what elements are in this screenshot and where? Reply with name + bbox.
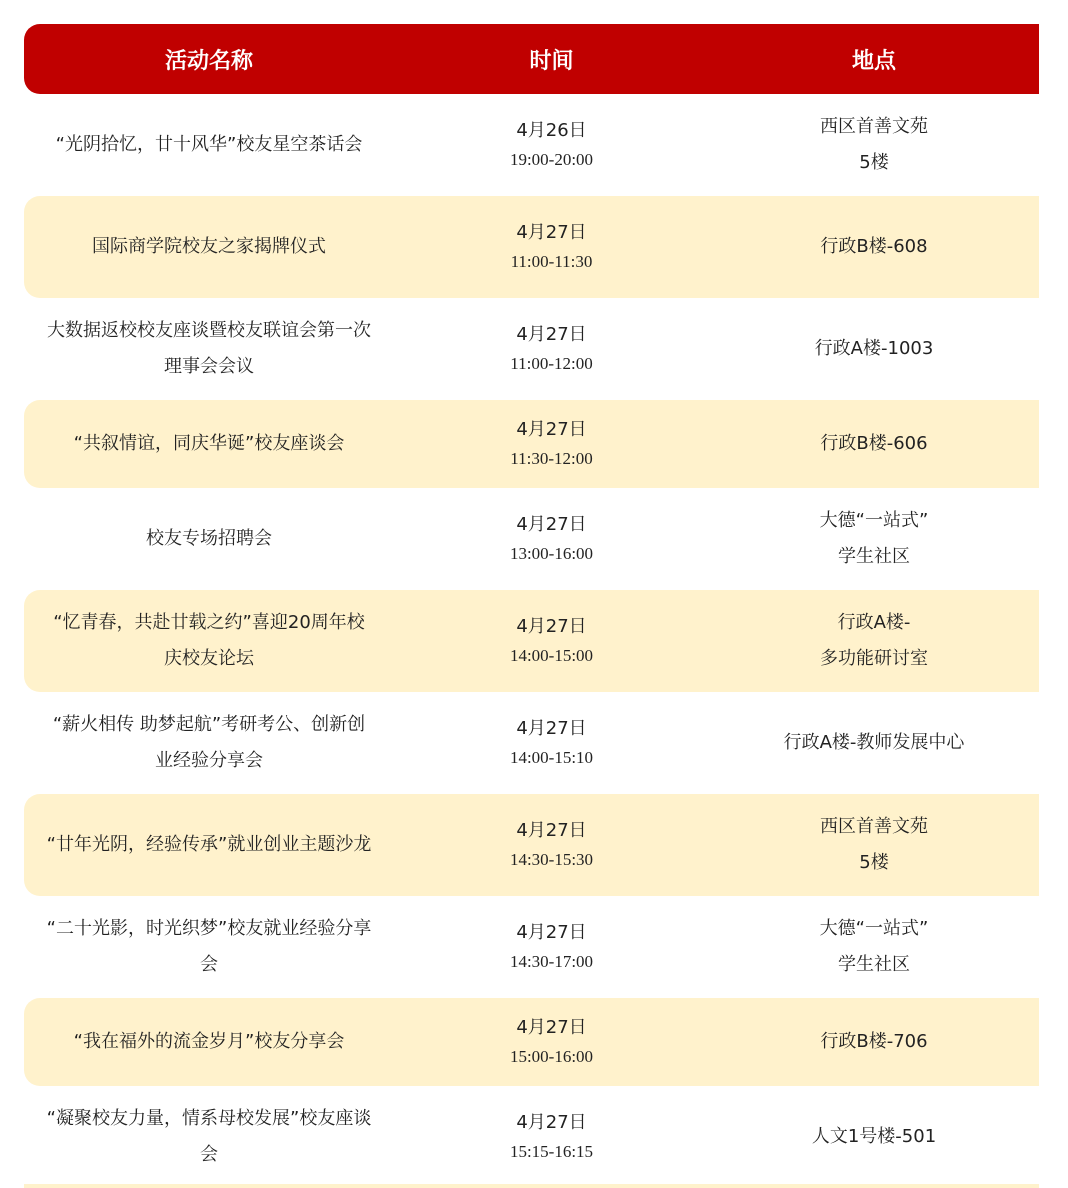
place-cell — [709, 725, 1039, 761]
place-cell — [709, 605, 1039, 677]
table-row — [24, 94, 1039, 196]
time-range-text: 14:30-17:00 — [509, 952, 594, 971]
time-range-text: 13:00-16:00 — [509, 544, 594, 563]
time-range-text: 14:30-15:30 — [509, 850, 594, 869]
place-line: 行政A楼-教师发展中心 — [783, 732, 965, 753]
place-line: 西区首善文苑 — [820, 116, 928, 137]
next-row-edge — [24, 1184, 1039, 1188]
place-cell — [709, 426, 1039, 462]
time-cell — [394, 714, 709, 772]
activity-name-cell: 大数据返校校友座谈暨校友联谊会第一次理事会会议 — [47, 320, 371, 377]
time-cell — [394, 415, 709, 473]
place-line: 人文1号楼-501 — [811, 1126, 937, 1147]
time-range-text: 11:00-11:30 — [510, 252, 593, 271]
header-place: 地点 — [851, 48, 896, 74]
table-row — [24, 896, 1039, 998]
place-line: 5楼 — [859, 152, 889, 173]
activity-name-cell: “忆青春，共赴廿载之约”喜迎20周年校庆校友论坛 — [53, 612, 365, 669]
date-text: 4月27日 — [516, 718, 587, 739]
place-line: 学生社区 — [838, 954, 910, 975]
place-cell — [709, 1119, 1039, 1155]
place-line: 西区首善文苑 — [820, 816, 928, 837]
place-line: 大德“一站式” — [819, 918, 929, 939]
header-time: 时间 — [529, 48, 574, 74]
time-range-text: 15:00-16:00 — [509, 1047, 594, 1066]
table-row — [24, 998, 1039, 1086]
activity-name-cell: 国际商学院校友之家揭牌仪式 — [92, 236, 326, 257]
time-cell — [394, 918, 709, 976]
activity-name-cell: “二十光影，时光织梦”校友就业经验分享会 — [46, 918, 372, 975]
activity-name-cell: “我在福外的流金岁月”校友分享会 — [73, 1031, 345, 1052]
table-row — [24, 590, 1039, 692]
place-line: 学生社区 — [838, 546, 910, 567]
table-header — [24, 24, 1039, 94]
table-row — [24, 298, 1039, 400]
place-cell — [709, 911, 1039, 983]
time-range-text: 14:00-15:10 — [509, 748, 594, 767]
time-cell — [394, 1013, 709, 1071]
table-row — [24, 1086, 1039, 1188]
table-row — [24, 692, 1039, 794]
place-cell — [709, 503, 1039, 575]
date-text: 4月26日 — [516, 120, 587, 141]
table-row — [24, 794, 1039, 896]
place-line: 行政A楼-1003 — [814, 338, 934, 359]
date-text: 4月27日 — [516, 922, 587, 943]
date-text: 4月27日 — [516, 1017, 587, 1038]
time-range-text: 19:00-20:00 — [509, 150, 594, 169]
date-text: 4月27日 — [516, 1112, 587, 1133]
time-range-text: 15:15-16:15 — [509, 1142, 594, 1161]
place-cell — [709, 229, 1039, 265]
place-cell — [709, 1024, 1039, 1060]
date-text: 4月27日 — [516, 820, 587, 841]
time-cell — [394, 116, 709, 174]
time-cell — [394, 510, 709, 568]
place-cell — [709, 331, 1039, 367]
activity-name-cell: “凝聚校友力量，情系母校发展”校友座谈会 — [46, 1108, 372, 1165]
place-line: 行政B楼-706 — [820, 1031, 928, 1052]
table-row — [24, 196, 1039, 298]
time-cell — [394, 612, 709, 670]
date-text: 4月27日 — [516, 514, 587, 535]
place-line: 5楼 — [859, 852, 889, 873]
header-activity-name: 活动名称 — [164, 48, 253, 74]
date-text: 4月27日 — [516, 222, 587, 243]
place-cell — [709, 109, 1039, 181]
activity-name-cell: “廿年光阴，经验传承”就业创业主题沙龙 — [46, 834, 372, 855]
place-line: 大德“一站式” — [819, 510, 929, 531]
place-line: 行政B楼-606 — [820, 433, 928, 454]
date-text: 4月27日 — [516, 419, 587, 440]
activity-name-cell: “光阴拾忆，廿十风华”校友星空茶话会 — [55, 134, 363, 155]
date-text: 4月27日 — [516, 616, 587, 637]
activity-name-cell: “共叙情谊，同庆华诞”校友座谈会 — [73, 433, 345, 454]
time-range-text: 11:30-12:00 — [510, 449, 593, 468]
activity-name-cell: “薪火相传 助梦起航”考研考公、创新创业经验分享会 — [52, 714, 366, 771]
table-row — [24, 400, 1039, 488]
time-cell — [394, 320, 709, 378]
activity-schedule-table — [24, 24, 1039, 1188]
time-cell — [394, 1108, 709, 1166]
place-line: 行政B楼-608 — [820, 236, 928, 257]
activity-name-cell: 校友专场招聘会 — [146, 528, 272, 549]
time-range-text: 14:00-15:00 — [509, 646, 594, 665]
place-line: 行政A楼- — [837, 612, 911, 633]
time-cell — [394, 816, 709, 874]
place-cell — [709, 809, 1039, 881]
date-text: 4月27日 — [516, 324, 587, 345]
table-row — [24, 488, 1039, 590]
time-range-text: 11:00-12:00 — [510, 354, 593, 373]
time-cell — [394, 218, 709, 276]
place-line: 多功能研讨室 — [820, 648, 928, 669]
